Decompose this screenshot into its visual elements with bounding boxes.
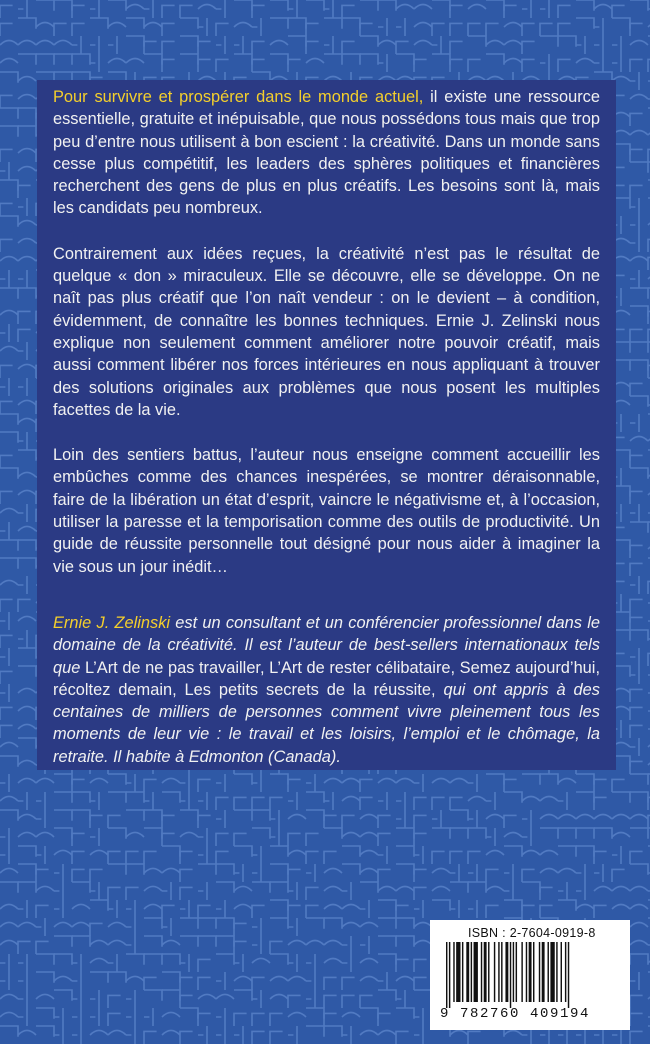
barcode-bar — [556, 942, 557, 1002]
barcode-bar — [471, 942, 472, 1002]
isbn-label: ISBN : 2-7604-0919-8 — [468, 926, 596, 940]
intro-paragraph — [53, 86, 600, 220]
barcode-bar — [561, 942, 562, 1002]
barcode-bars — [440, 942, 620, 1008]
barcode-bar — [539, 942, 540, 1002]
ean-digits: 9 782760 409194 — [440, 1006, 591, 1022]
barcode-bar — [466, 942, 469, 1002]
barcode-bar — [462, 942, 463, 1002]
barcode-bar — [505, 942, 508, 1002]
barcode-bar — [498, 942, 499, 1002]
barcode-bar — [456, 942, 460, 1002]
barcode-bar — [453, 942, 454, 1002]
bio-text-1: est un consultant et un conférencier professionnel dans le domaine de la créativité. Il est l’auteur de best-sellers internationaux tels que — [53, 613, 600, 677]
book-titles: L’Art de ne pas travailler, L’Art de rester célibataire, Semez aujourd’hui, récoltez demain, Les petits secrets de la réussite, — [53, 658, 600, 699]
intro-text: il existe une ressource essentielle, gratuite et inépuisable, que nous possédons tous mais que trop peu d’entre nous utilisent à bon escient : la créativité. Dans un monde sans cesse plus compétitif, les leaders des sphères politiques et financières recherchent des gens de plus en plus créatifs. Les besoins sont là, mais les candidats peu nombreux. — [53, 88, 600, 218]
creativity-paragraph: Contrairement aux idées reçues, la créativité n’est pas le résultat de quelque « don » miraculeux. Elle se découvre, elle se développe. On ne naît pas plus créatif que l’on naît vendeur : on le devient – à condition, évidemment, de connaître les bonnes techniques. Ernie J. Zelinski nous explique non seulement comment améliorer notre pouvoir créatif, mais aussi comment libérer nos forces intérieures en nous appliquant à trouver des solutions originales aux problèmes que nous posent les multiples facettes de la vie. — [53, 244, 600, 419]
barcode-bar — [494, 942, 495, 1002]
barcode-bar — [481, 942, 482, 1002]
barcode-bar — [548, 942, 549, 1002]
back-cover-text-panel — [37, 80, 616, 770]
barcode-bar — [516, 942, 517, 1002]
barcode-bar — [510, 942, 511, 1008]
barcode-bar — [449, 942, 450, 1008]
barcode-bar — [501, 942, 502, 1002]
intro-highlight: Pour survivre et prospérer dans le monde actuel, — [53, 88, 424, 106]
barcode-bar — [526, 942, 527, 1002]
author-bio — [53, 612, 600, 768]
barcode-bar — [488, 942, 489, 1002]
barcode-bar — [484, 942, 487, 1002]
barcode-bar — [533, 942, 534, 1002]
guide-paragraph: Loin des sentiers battus, l’auteur nous enseigne comment accueillir les embûches comme des chances inespérées, se montrer déraisonnable, faire de la libération un état d’esprit, vaincre le négativisme et, à l’occasion, utiliser la paresse et la temporisation comme des outils de productivité. Un guide de réussite personnelle tout désigné pour nous aider à imaginer la vie sous un jour inédit… — [53, 446, 600, 576]
barcode-box — [430, 920, 630, 1030]
barcode-bar — [474, 942, 478, 1002]
barcode-bar — [446, 942, 447, 1008]
barcode-bar — [565, 942, 566, 1002]
barcode-bar — [521, 942, 522, 1002]
barcode-bar — [542, 942, 545, 1002]
barcode-bar — [550, 942, 554, 1002]
barcode-bar — [529, 942, 532, 1002]
barcode-bar — [513, 942, 514, 1002]
barcode-bar — [568, 942, 569, 1008]
author-name: Ernie J. Zelinski — [53, 613, 171, 632]
bio-text-2: qui ont appris à des centaines de milliers de personnes comment vivre pleinement tous les moments de leur vie : le travail et les loisirs, l’emploi et le chômage, la retraite. Il habite à Edmonton (Canada). — [53, 680, 600, 766]
